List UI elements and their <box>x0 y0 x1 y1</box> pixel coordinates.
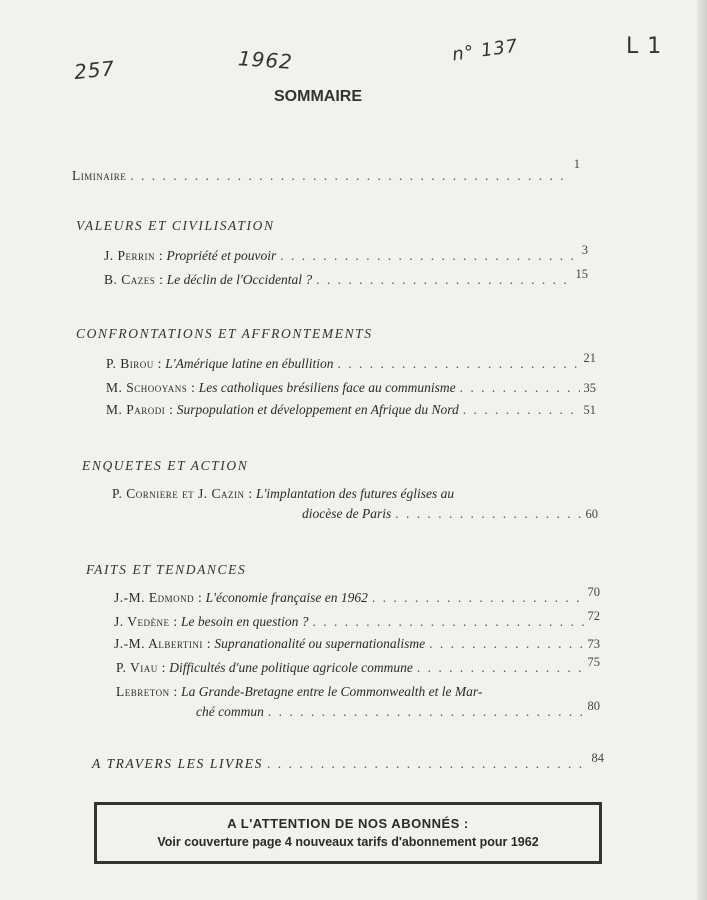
toc-entry[interactable] <box>106 380 596 396</box>
toc-author: P. Birou : <box>106 356 162 371</box>
toc-page-number: 75 <box>587 655 600 669</box>
dot-leader <box>338 356 580 372</box>
dot-leader <box>417 660 584 676</box>
handwritten-number: 257 <box>72 55 117 85</box>
toc-title: Le besoin en question ? <box>181 614 309 629</box>
toc-entry[interactable] <box>114 609 600 630</box>
toc-title-continuation: ché commun <box>196 704 264 719</box>
dot-leader <box>268 704 584 720</box>
dot-leader <box>280 248 578 264</box>
toc-page-number: 15 <box>575 267 588 281</box>
toc-entry-liminaire[interactable] <box>72 157 580 184</box>
toc-entry[interactable] <box>104 243 588 264</box>
toc-page-number: 21 <box>583 351 596 365</box>
toc-entry-continuation[interactable] <box>196 699 600 720</box>
toc-page-number: 70 <box>587 585 600 599</box>
toc-author: P. Corniere et J. Cazin : <box>112 486 253 501</box>
dot-leader <box>130 168 570 184</box>
toc-title: Difficultés d'une politique agricole commune <box>169 660 413 675</box>
toc-author: J.-M. Edmond : <box>114 590 203 605</box>
toc-title: Les catholiques brésiliens face au communisme <box>198 380 456 395</box>
toc-page-number: 3 <box>581 243 588 257</box>
toc-title: L'implantation des futures églises au <box>256 486 455 501</box>
section-heading: FAITS ET TENDANCES <box>86 562 247 577</box>
toc-page-number: 84 <box>591 751 604 765</box>
toc-title: L'économie française en 1962 <box>205 590 368 605</box>
toc-entry[interactable] <box>112 486 598 502</box>
toc-page-number: 1 <box>573 157 580 171</box>
toc-title: Supranationalité ou supernationalisme <box>214 636 426 651</box>
dot-leader <box>395 506 581 522</box>
handwritten-year: 1962 <box>237 46 294 74</box>
toc-author: J. Vedène : <box>114 614 178 629</box>
toc-entry[interactable] <box>104 267 588 288</box>
toc-title: L'Amérique latine en ébullition <box>165 356 334 371</box>
subscriber-notice-box <box>94 802 602 864</box>
handwritten-issue-number: n° 137 <box>450 35 520 66</box>
page-edge-shadow <box>697 0 707 900</box>
toc-entry[interactable] <box>106 351 596 372</box>
toc-page-number: 60 <box>585 507 598 521</box>
toc-author: B. Cazes : <box>104 272 164 287</box>
page-title: SOMMAIRE <box>274 88 362 105</box>
dot-leader <box>313 614 584 630</box>
toc-page-number: 51 <box>583 403 596 417</box>
handwritten-mark: L 1 <box>626 34 663 59</box>
dot-leader <box>267 756 588 772</box>
section-heading: VALEURS ET CIVILISATION <box>76 218 275 233</box>
toc-title: A TRAVERS LES LIVRES <box>92 756 263 771</box>
toc-title: La Grande-Bretagne entre le Commonwealth et le Mar- <box>181 684 483 699</box>
section-heading: ENQUETES ET ACTION <box>82 458 249 473</box>
toc-entry[interactable] <box>116 655 600 676</box>
toc-title: Le déclin de l'Occidental ? <box>166 272 313 287</box>
toc-entry-travers[interactable] <box>92 751 604 772</box>
toc-author: M. Parodi : <box>106 402 174 417</box>
toc-entry-label: Liminaire <box>72 168 127 183</box>
toc-author: J. Perrin : <box>104 248 164 263</box>
toc-entry-continuation[interactable] <box>302 506 598 522</box>
toc-entry[interactable] <box>114 636 600 652</box>
section-heading: CONFRONTATIONS ET AFFRONTEMENTS <box>76 326 373 341</box>
toc-title: Propriété et pouvoir <box>166 248 277 263</box>
dot-leader <box>429 636 583 652</box>
toc-author: Lebreton : <box>116 684 178 699</box>
toc-author: J.-M. Albertini : <box>114 636 211 651</box>
notice-title: A L'ATTENTION DE NOS ABONNÉS : <box>227 816 469 831</box>
toc-author: M. Schooyans : <box>106 380 196 395</box>
toc-page-number: 73 <box>587 637 600 651</box>
dot-leader <box>372 590 584 606</box>
dot-leader <box>460 380 580 396</box>
toc-page-number: 80 <box>587 699 600 713</box>
toc-page-number: 35 <box>583 381 596 395</box>
toc-page-number: 72 <box>587 609 600 623</box>
toc-title: Surpopulation et développement en Afrique du Nord <box>176 402 459 417</box>
notice-text: Voir couverture page 4 nouveaux tarifs d'abonnement pour 1962 <box>157 835 539 849</box>
dot-leader <box>316 272 571 288</box>
toc-author: P. Viau : <box>116 660 166 675</box>
toc-title-continuation: diocèse de Paris <box>302 506 392 521</box>
dot-leader <box>463 402 580 418</box>
toc-entry[interactable] <box>106 402 596 418</box>
toc-entry[interactable] <box>116 684 600 700</box>
toc-entry[interactable] <box>114 585 600 606</box>
